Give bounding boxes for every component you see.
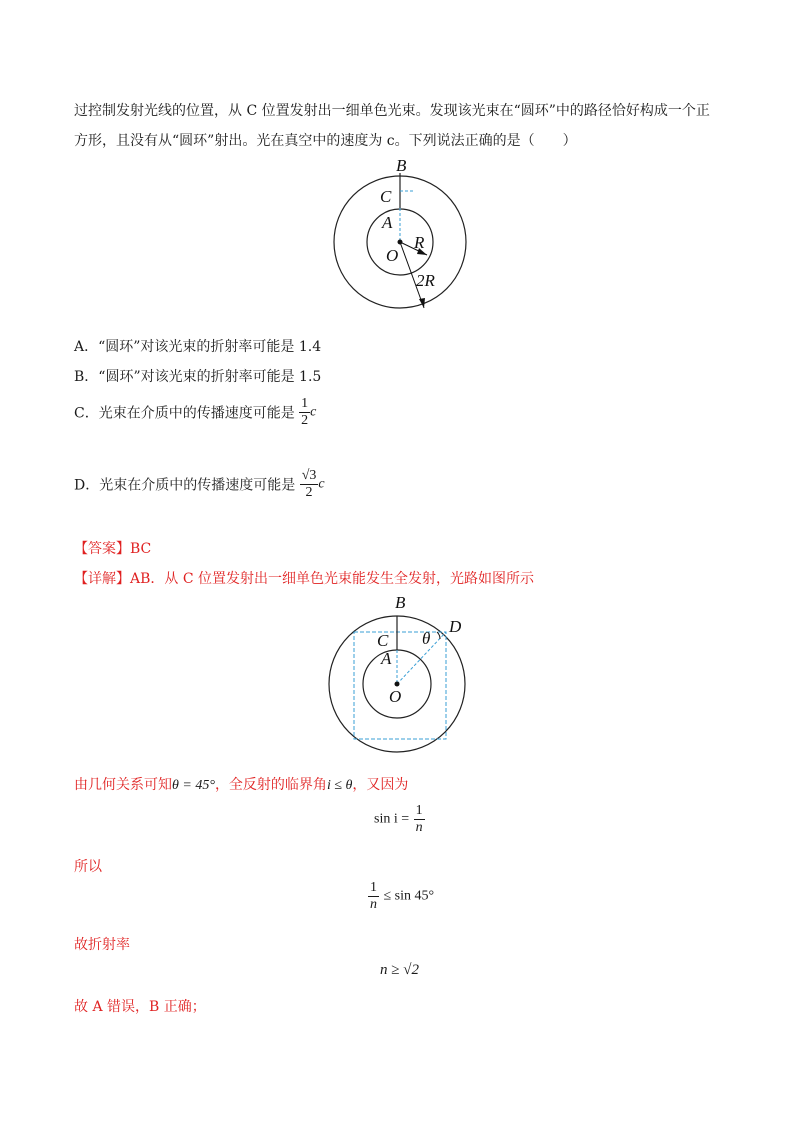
conclusion: 故 A 错误，B 正确； bbox=[74, 999, 206, 1015]
option-d-fraction bbox=[300, 468, 319, 501]
eq3: n ≥ √2 bbox=[380, 962, 419, 978]
option-c-fraction bbox=[299, 396, 310, 429]
so-label: 所以 bbox=[74, 859, 102, 875]
question-line-2: 方形，且没有从“圆环”射出。光在真空中的速度为 c。下列说法正确的是（ ） bbox=[74, 133, 577, 149]
label-a: A bbox=[381, 649, 392, 668]
label-a: A bbox=[382, 213, 393, 232]
option-d-var: c bbox=[318, 476, 325, 492]
center-point-o bbox=[395, 682, 400, 687]
figure-2-optical-path bbox=[325, 592, 485, 762]
eq1-fraction bbox=[414, 803, 425, 836]
option-d-den: 2 bbox=[305, 485, 313, 500]
equation-1 bbox=[374, 803, 425, 836]
arrowhead-2r bbox=[419, 298, 425, 308]
option-c-num: 1 bbox=[301, 396, 309, 411]
figure-1-concentric-circles bbox=[330, 158, 470, 313]
eq2-den: n bbox=[370, 897, 377, 912]
geometry-theta: θ = 45° bbox=[172, 778, 215, 793]
option-a: A．“圆环”对该光束的折射率可能是 1.4 bbox=[74, 339, 322, 355]
question-line-1: 过控制发射光线的位置，从 C 位置发射出一细单色光束。发现该光束在“圆环”中的路径恰好构成一个正 bbox=[74, 103, 710, 119]
theta-angle-arc bbox=[437, 632, 440, 639]
label-theta: θ bbox=[422, 629, 431, 648]
geometry-suffix: ，又因为 bbox=[352, 777, 409, 793]
label-c: C bbox=[377, 631, 389, 650]
option-c bbox=[74, 396, 316, 429]
eq2-right: ≤ sin 45° bbox=[383, 888, 435, 904]
label-b: B bbox=[395, 593, 406, 612]
option-d bbox=[74, 468, 325, 501]
label-o: O bbox=[389, 687, 402, 706]
therefore-label: 故折射率 bbox=[74, 937, 130, 953]
square-light-path bbox=[354, 632, 446, 739]
option-c-var: c bbox=[310, 404, 317, 420]
label-c: C bbox=[380, 187, 392, 206]
equation-3 bbox=[380, 962, 419, 979]
label-2r: 2R bbox=[416, 271, 435, 290]
label-o: O bbox=[386, 246, 399, 265]
option-c-text: C．光束在介质中的传播速度可能是 bbox=[74, 405, 295, 422]
option-d-num: √3 bbox=[301, 468, 317, 483]
geometry-mid: ，全反射的临界角 bbox=[214, 777, 327, 793]
option-b: B．“圆环”对该光束的折射率可能是 1.5 bbox=[74, 369, 322, 385]
geometry-line bbox=[74, 774, 408, 794]
explanation-intro: 【详解】AB．从 C 位置发射出一细单色光束能发生全发射，光路如图所示 bbox=[74, 571, 535, 587]
eq2-num: 1 bbox=[370, 880, 377, 895]
eq1-num: 1 bbox=[415, 803, 423, 818]
answer-label: 【答案】BC bbox=[74, 541, 152, 557]
geometry-prefix: 由几何关系可知 bbox=[74, 777, 172, 793]
option-d-text: D．光束在介质中的传播速度可能是 bbox=[74, 477, 296, 494]
eq1-left: sin i = bbox=[374, 811, 410, 827]
label-r: R bbox=[414, 233, 425, 252]
eq2-fraction bbox=[368, 880, 379, 913]
geometry-ineq: i ≤ θ bbox=[326, 778, 353, 793]
option-c-den: 2 bbox=[301, 413, 309, 428]
eq1-den: n bbox=[415, 820, 423, 835]
label-b: B bbox=[396, 158, 407, 175]
equation-2 bbox=[368, 880, 434, 913]
label-d: D bbox=[449, 617, 462, 636]
